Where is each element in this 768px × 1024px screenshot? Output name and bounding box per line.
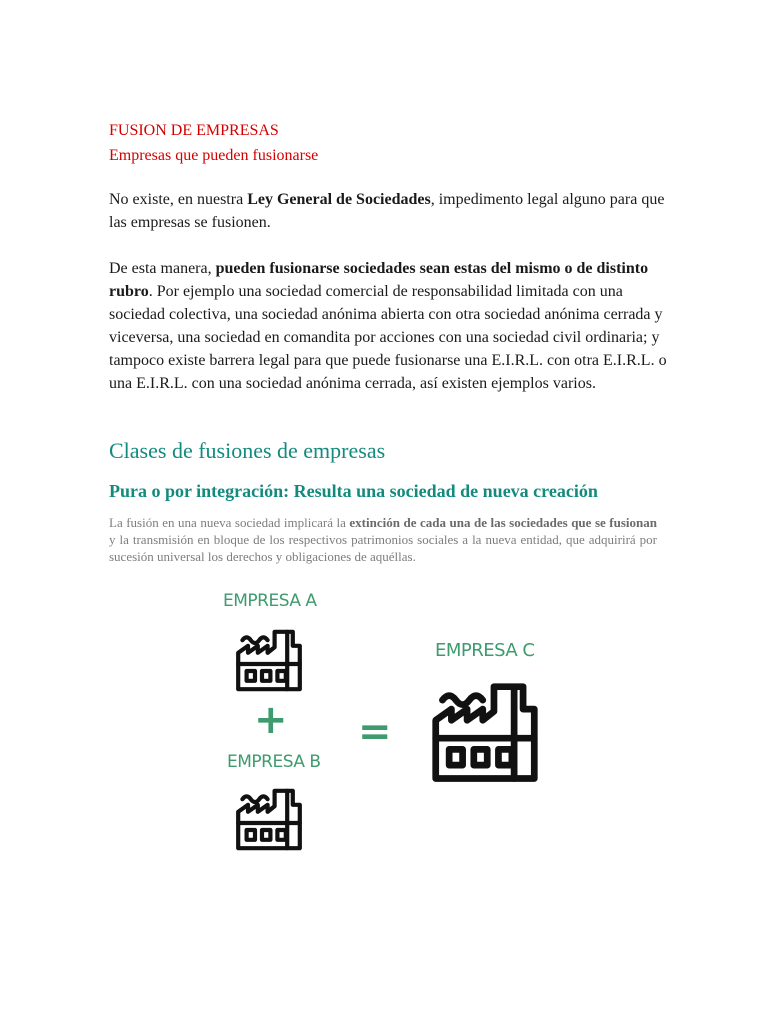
empresa-b-label: EMPRESA B <box>227 752 321 772</box>
factory-icon <box>425 671 545 783</box>
paragraph-ejemplos <box>109 257 669 395</box>
section-subtitle: Pura o por integración: Resulta una sociedad de nueva creación <box>109 481 598 501</box>
paragraph-text: y la transmisión en bloque de los respectivos patrimonios sociales a la nueva entidad, que adquirirá por sucesión universal los derechos y obligaciones de aquéllas. <box>109 532 657 564</box>
equals-sign: = <box>358 709 392 755</box>
paragraph-text: , impedimento legal alguno para que las empresas se fusionen. <box>109 191 665 231</box>
factory-icon <box>232 622 306 692</box>
paragraph-fusion-pura <box>109 514 657 565</box>
paragraph-text: La fusión en una nueva sociedad implicará la <box>109 515 350 530</box>
paragraph-bold: extinción de cada una de las sociedades que se fusionan <box>349 515 657 530</box>
paragraph-text: De esta manera, <box>109 260 216 277</box>
section-title: Clases de fusiones de empresas <box>109 438 386 463</box>
empresa-c-label: EMPRESA C <box>435 640 535 661</box>
paragraph-bold: pueden fusionarse sociedades sean estas del mismo o de distinto rubro <box>109 260 649 300</box>
plus-sign: + <box>254 697 288 743</box>
document-title: FUSION DE EMPRESAS <box>109 122 279 139</box>
document-subtitle: Empresas que pueden fusionarse <box>109 147 319 164</box>
paragraph-text: No existe, en nuestra <box>109 191 248 208</box>
paragraph-text: . Por ejemplo una sociedad comercial de responsabilidad limitada con una sociedad colectiva, una sociedad anónima abierta con otra sociedad anónima cerrada y viceversa, una sociedad en comandita por acciones con una sociedad civil ordinaria; y tampoco existe barrera legal para que puede fusionarse una E.I.R.L. con otra E.I.R.L. o una E.I.R.L. con una sociedad anónima cerrada, así existen ejemplos varios. <box>109 283 667 392</box>
factory-icon <box>232 781 306 851</box>
paragraph-bold: Ley General de Sociedades <box>247 191 431 208</box>
empresa-a-label: EMPRESA A <box>223 591 317 611</box>
paragraph-ley-general <box>109 188 669 234</box>
